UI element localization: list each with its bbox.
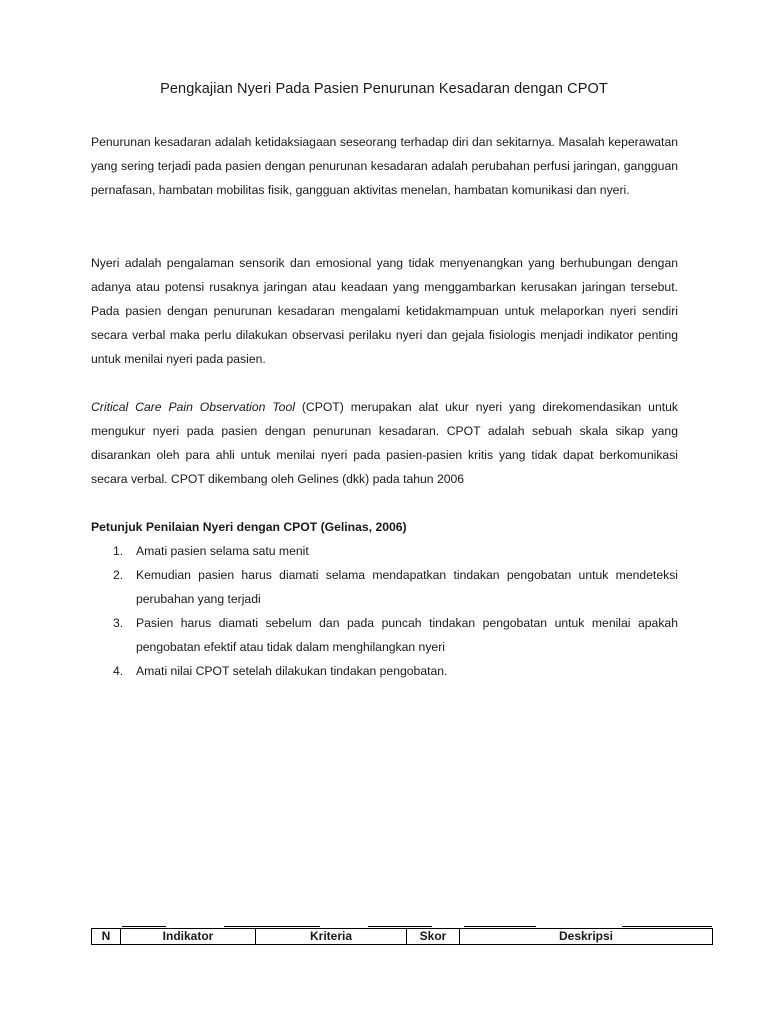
cpot-tool-name: Critical Care Pain Observation Tool bbox=[91, 400, 295, 414]
list-item bbox=[91, 659, 678, 683]
document-title: Pengkajian Nyeri Pada Pasien Penurunan Kesadaran dengan CPOT bbox=[160, 81, 608, 97]
table-top-rule bbox=[464, 926, 536, 927]
column-header-indikator: Indikator bbox=[121, 929, 256, 945]
list-item-text: Pasien harus diamati sebelum dan pada puncah tindakan pengobatan untuk menilai apakah pengobatan efektif atau tidak dalam menghilangkan nyeri bbox=[136, 616, 678, 654]
list-item-text: Amati nilai CPOT setelah dilakukan tindakan pengobatan. bbox=[136, 664, 448, 678]
cpot-description: (CPOT) merupakan alat ukur nyeri yang direkomendasikan untuk mengukur nyeri pada pasien dengan penurunan kesadaran. CPOT adalah sebuah skala sikap yang disarankan oleh para ahli untuk menilai nyeri pada pasien-pasien kritis yang tidak dapat berkomunikasi secara verbal. CPOT dikembang oleh Gelines (dkk) pada tahun 2006 bbox=[91, 400, 678, 486]
cpot-table bbox=[91, 928, 713, 945]
table-header-row bbox=[92, 929, 713, 945]
list-item-text: Amati pasien selama satu menit bbox=[136, 544, 309, 558]
list-item-number: 1. bbox=[113, 544, 124, 558]
column-header-n: N bbox=[92, 929, 121, 945]
table-top-rule bbox=[622, 926, 712, 927]
column-header-deskripsi: Deskripsi bbox=[460, 929, 713, 945]
table-top-rule bbox=[224, 926, 320, 927]
list-item bbox=[91, 563, 678, 611]
list-item-number: 2. bbox=[113, 568, 124, 582]
paragraph-cpot bbox=[91, 395, 678, 491]
list-item bbox=[91, 539, 678, 563]
list-item bbox=[91, 611, 678, 659]
paragraph-nyeri: Nyeri adalah pengalaman sensorik dan emosional yang tidak menyenangkan yang berhubungan dengan adanya atau potensi rusaknya jaringan atau keadaan yang menggambarkan kerusakan jaringan tersebut. Pada pasien dengan penurunan kesadaran mengalami ketidakmampuan untuk melaporkan nyeri sendiri secara verbal maka perlu dilakukan observasi perilaku nyeri dan gejala fisiologis menjadi indikator penting untuk menilai nyeri pada pasien. bbox=[91, 256, 678, 366]
table-top-rule bbox=[368, 926, 432, 927]
paragraph-penurunan-kesadaran: Penurunan kesadaran adalah ketidaksiagaan seseorang terhadap diri dan sekitarnya. Masalah keperawatan yang sering terjadi pada pasien dengan penurunan kesadaran adalah perubahan perfusi jaringan, gangguan pernafasan, hambatan mobilitas fisik, gangguan aktivitas menelan, hambatan komunikasi dan nyeri. bbox=[91, 135, 678, 197]
list-item-number: 4. bbox=[113, 664, 124, 678]
table-top-rule bbox=[122, 926, 166, 927]
instructions-heading: Petunjuk Penilaian Nyeri dengan CPOT (Gelinas, 2006) bbox=[91, 520, 407, 534]
column-header-skor: Skor bbox=[407, 929, 460, 945]
column-header-kriteria: Kriteria bbox=[256, 929, 407, 945]
instructions-list bbox=[91, 539, 678, 683]
list-item-number: 3. bbox=[113, 616, 124, 630]
list-item-text: Kemudian pasien harus diamati selama mendapatkan tindakan pengobatan untuk mendeteksi perubahan yang terjadi bbox=[136, 568, 678, 606]
